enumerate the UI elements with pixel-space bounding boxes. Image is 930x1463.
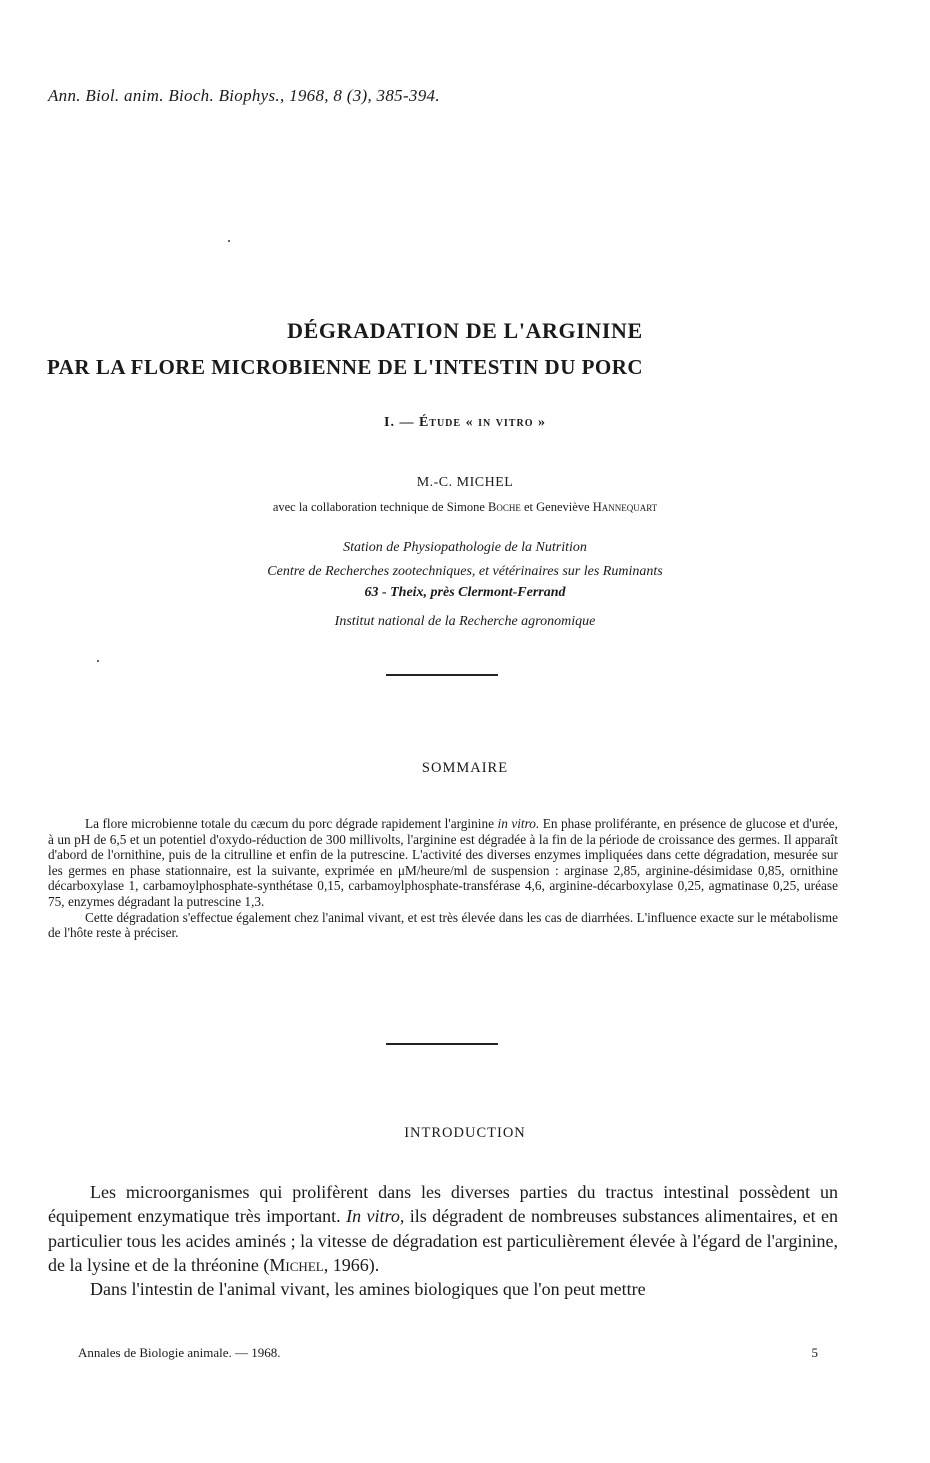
journal-citation: Ann. Biol. anim. Bioch. Biophys., 1968, 8 (3), 385-394. (48, 86, 440, 105)
speck-mark (228, 240, 230, 242)
body-paragraph: Les microorganismes qui prolifèrent dans les diverses parties du tractus intestinal possèdent un équipement enzymatique très important. In vitro, ils dégradent de nombreuses substances alimentaires, et en particulier tous les acides aminés ; la vitesse de dégradation est particulièrement élevée à l'égard de l'arginine, de la lysine et de la thréonine (Michel, 1966). (48, 1182, 839, 1275)
introduction-body (48, 1180, 838, 1301)
speck-mark (97, 660, 99, 662)
sommaire-heading: SOMMAIRE (421, 760, 509, 776)
title-line-1: DÉGRADATION DE L'ARGININE (287, 318, 643, 343)
divider (386, 1043, 498, 1045)
title-line-2: PAR LA FLORE MICROBIENNE DE L'INTESTIN DU PORC (47, 355, 644, 379)
page-footer (78, 1345, 818, 1361)
collaborator-name: Hannequart (592, 500, 658, 514)
affiliation-line: 63 - Theix, près Clermont-Ferrand (364, 585, 566, 600)
introduction-heading: INTRODUCTION (404, 1125, 526, 1141)
abstract-paragraph: Cette dégradation s'effectue également chez l'animal vivant, et est très élevée dans les cas de diarrhées. L'influence exacte sur le métabolisme de l'hôte reste à préciser. (48, 909, 838, 941)
page-number: 5 (811, 1345, 818, 1360)
author-name: M.-C. MICHEL (416, 475, 514, 490)
footer-journal: Annales de Biologie animale. — 1968. (78, 1345, 281, 1360)
collaboration-line: avec la collaboration technique de Simone Boche et Geneviève Hannequart (272, 500, 658, 514)
subtitle-text: Étude « in vitro » (418, 415, 546, 430)
citation-author: Michel (269, 1254, 324, 1275)
divider (386, 674, 498, 676)
subtitle-number: I. — (384, 415, 415, 430)
affiliation-line: Station de Physiopathologie de la Nutrition (343, 540, 587, 555)
body-paragraph: Dans l'intestin de l'animal vivant, les amines biologiques que l'on peut mettre (90, 1279, 646, 1300)
collaborator-name: Boche (488, 500, 521, 514)
abstract (48, 816, 838, 941)
affiliation-line: Institut national de la Recherche agronomique (334, 614, 596, 629)
subtitle (0, 415, 930, 431)
affiliation-line: Centre de Recherches zootechniques, et vétérinaires sur les Ruminants (267, 564, 663, 579)
abstract-paragraph: La flore microbienne totale du cæcum du porc dégrade rapidement l'arginine in vitro. En phase proliférante, en présence de glucose et d'urée, à un pH de 6,5 et un potentiel d'oxydo-réduction de 300 millivolts, l'arginine est dégradée à la fin de la période de croissance des germes. Il apparaît d'abord de l'ornithine, puis de la citrulline et enfin de la putrescine. L'activité des diverses enzymes impliquées dans cette dégradation, mesurée sur les germes en phase stationnaire, est la suivante, exprimée en μM/heure/ml de suspension : arginase 2,85, arginine-désimidase 0,85, ornithine décarboxylase 1, carbamoylphosphate-synthétase 0,15, carbamoylphosphate-transférase 4,6, arginine-décarboxylase 0,25, agmatinase 0,25, uréase 75, enzymes dégradant la putrescine 1,3. (48, 816, 838, 909)
